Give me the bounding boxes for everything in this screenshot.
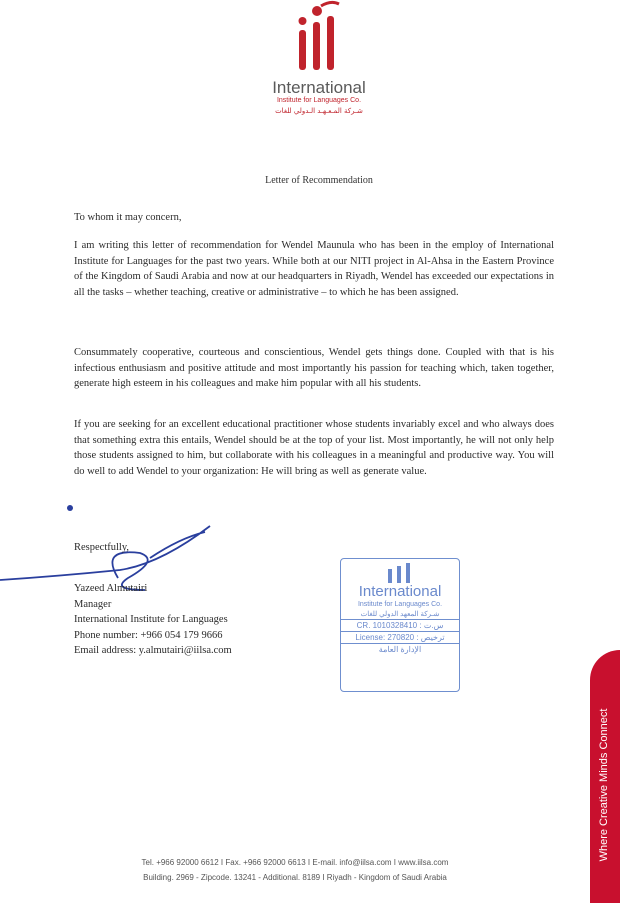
signatory-company: International Institute for Languages: [74, 614, 228, 625]
stamp-name: International: [358, 583, 442, 600]
footer-address: Building. 2969 - Zipcode. 13241 - Additional. 8189 I Riyadh - Kingdom of Saudi Arabia: [143, 873, 447, 882]
closing: Respectfully,: [74, 542, 130, 553]
stamp-arabic: شـركة المعهد الدولي للغات: [360, 610, 440, 618]
company-stamp: [340, 558, 460, 692]
stamp-cr: CR. 1010328410 : س.ت: [341, 619, 459, 631]
paragraph-2: Consummately cooperative, courteous and conscientious, Wendel gets things done. Coupled with that is his infectious enthusiasm and positive attitude and most importantly his passion for teaching which, taken together, generate high esteem in his colleagues and make him popular with all his students.: [74, 347, 554, 389]
stamp-logo-icon: [380, 561, 420, 583]
signatory-block: [74, 581, 232, 659]
iil-logo-icon: [259, 0, 379, 80]
company-logo: [0, 0, 638, 80]
signatory-name: Yazeed Almutairi: [74, 583, 148, 594]
side-band-text: Where Creative Minds Connect: [598, 708, 610, 862]
paragraph-1: I am writing this letter of recommendation for Wendel Maunula who has been in the employ of International Institute for Languages for the past two years. While both at our NITI project in Al-Ahsa in the Eastern Province of the Kingdom of Saudi Arabia and now at our headquarters in Riyadh, Wendel has exceeded our expectations in all the tasks – whether teaching, creative or administrative – to which he has been assigned.: [74, 240, 554, 298]
stamp-sub: Institute for Languages Co.: [357, 601, 443, 608]
signatory-email: Email address: y.almutairi@iilsa.com: [74, 645, 232, 656]
stamp-admin: الإدارة العامة: [341, 643, 459, 655]
brand-subtitle: Institute for Languages Co.: [276, 97, 362, 104]
stamp-license: License: 270820 : ترخيص: [341, 631, 459, 643]
signatory-phone: Phone number: +966 054 179 9666: [74, 629, 223, 641]
footer-contact: Tel. +966 92000 6612 I Fax. +966 92000 6613 I E-mail. info@iilsa.com I www.iilsa.com: [141, 858, 449, 867]
signatory-title: Manager: [74, 598, 112, 610]
paragraph-3: If you are seeking for an excellent educational practitioner whose students invariably excel and who always does that something extra this entails, Wendel should be at the top of your list. Most importantly, he will not only help those students assigned to him, but collaborate with his colleagues in a meaningful and productive way. You will do well to add Wendel to your organization: He will bring as well as generate value.: [74, 419, 554, 477]
letter-title: Letter of Recommendation: [265, 175, 373, 186]
brand-name: International: [272, 78, 366, 97]
salutation: To whom it may concern,: [74, 212, 182, 223]
brand-arabic: شـركة المـعـهـد الـدولي للغات: [275, 107, 363, 115]
